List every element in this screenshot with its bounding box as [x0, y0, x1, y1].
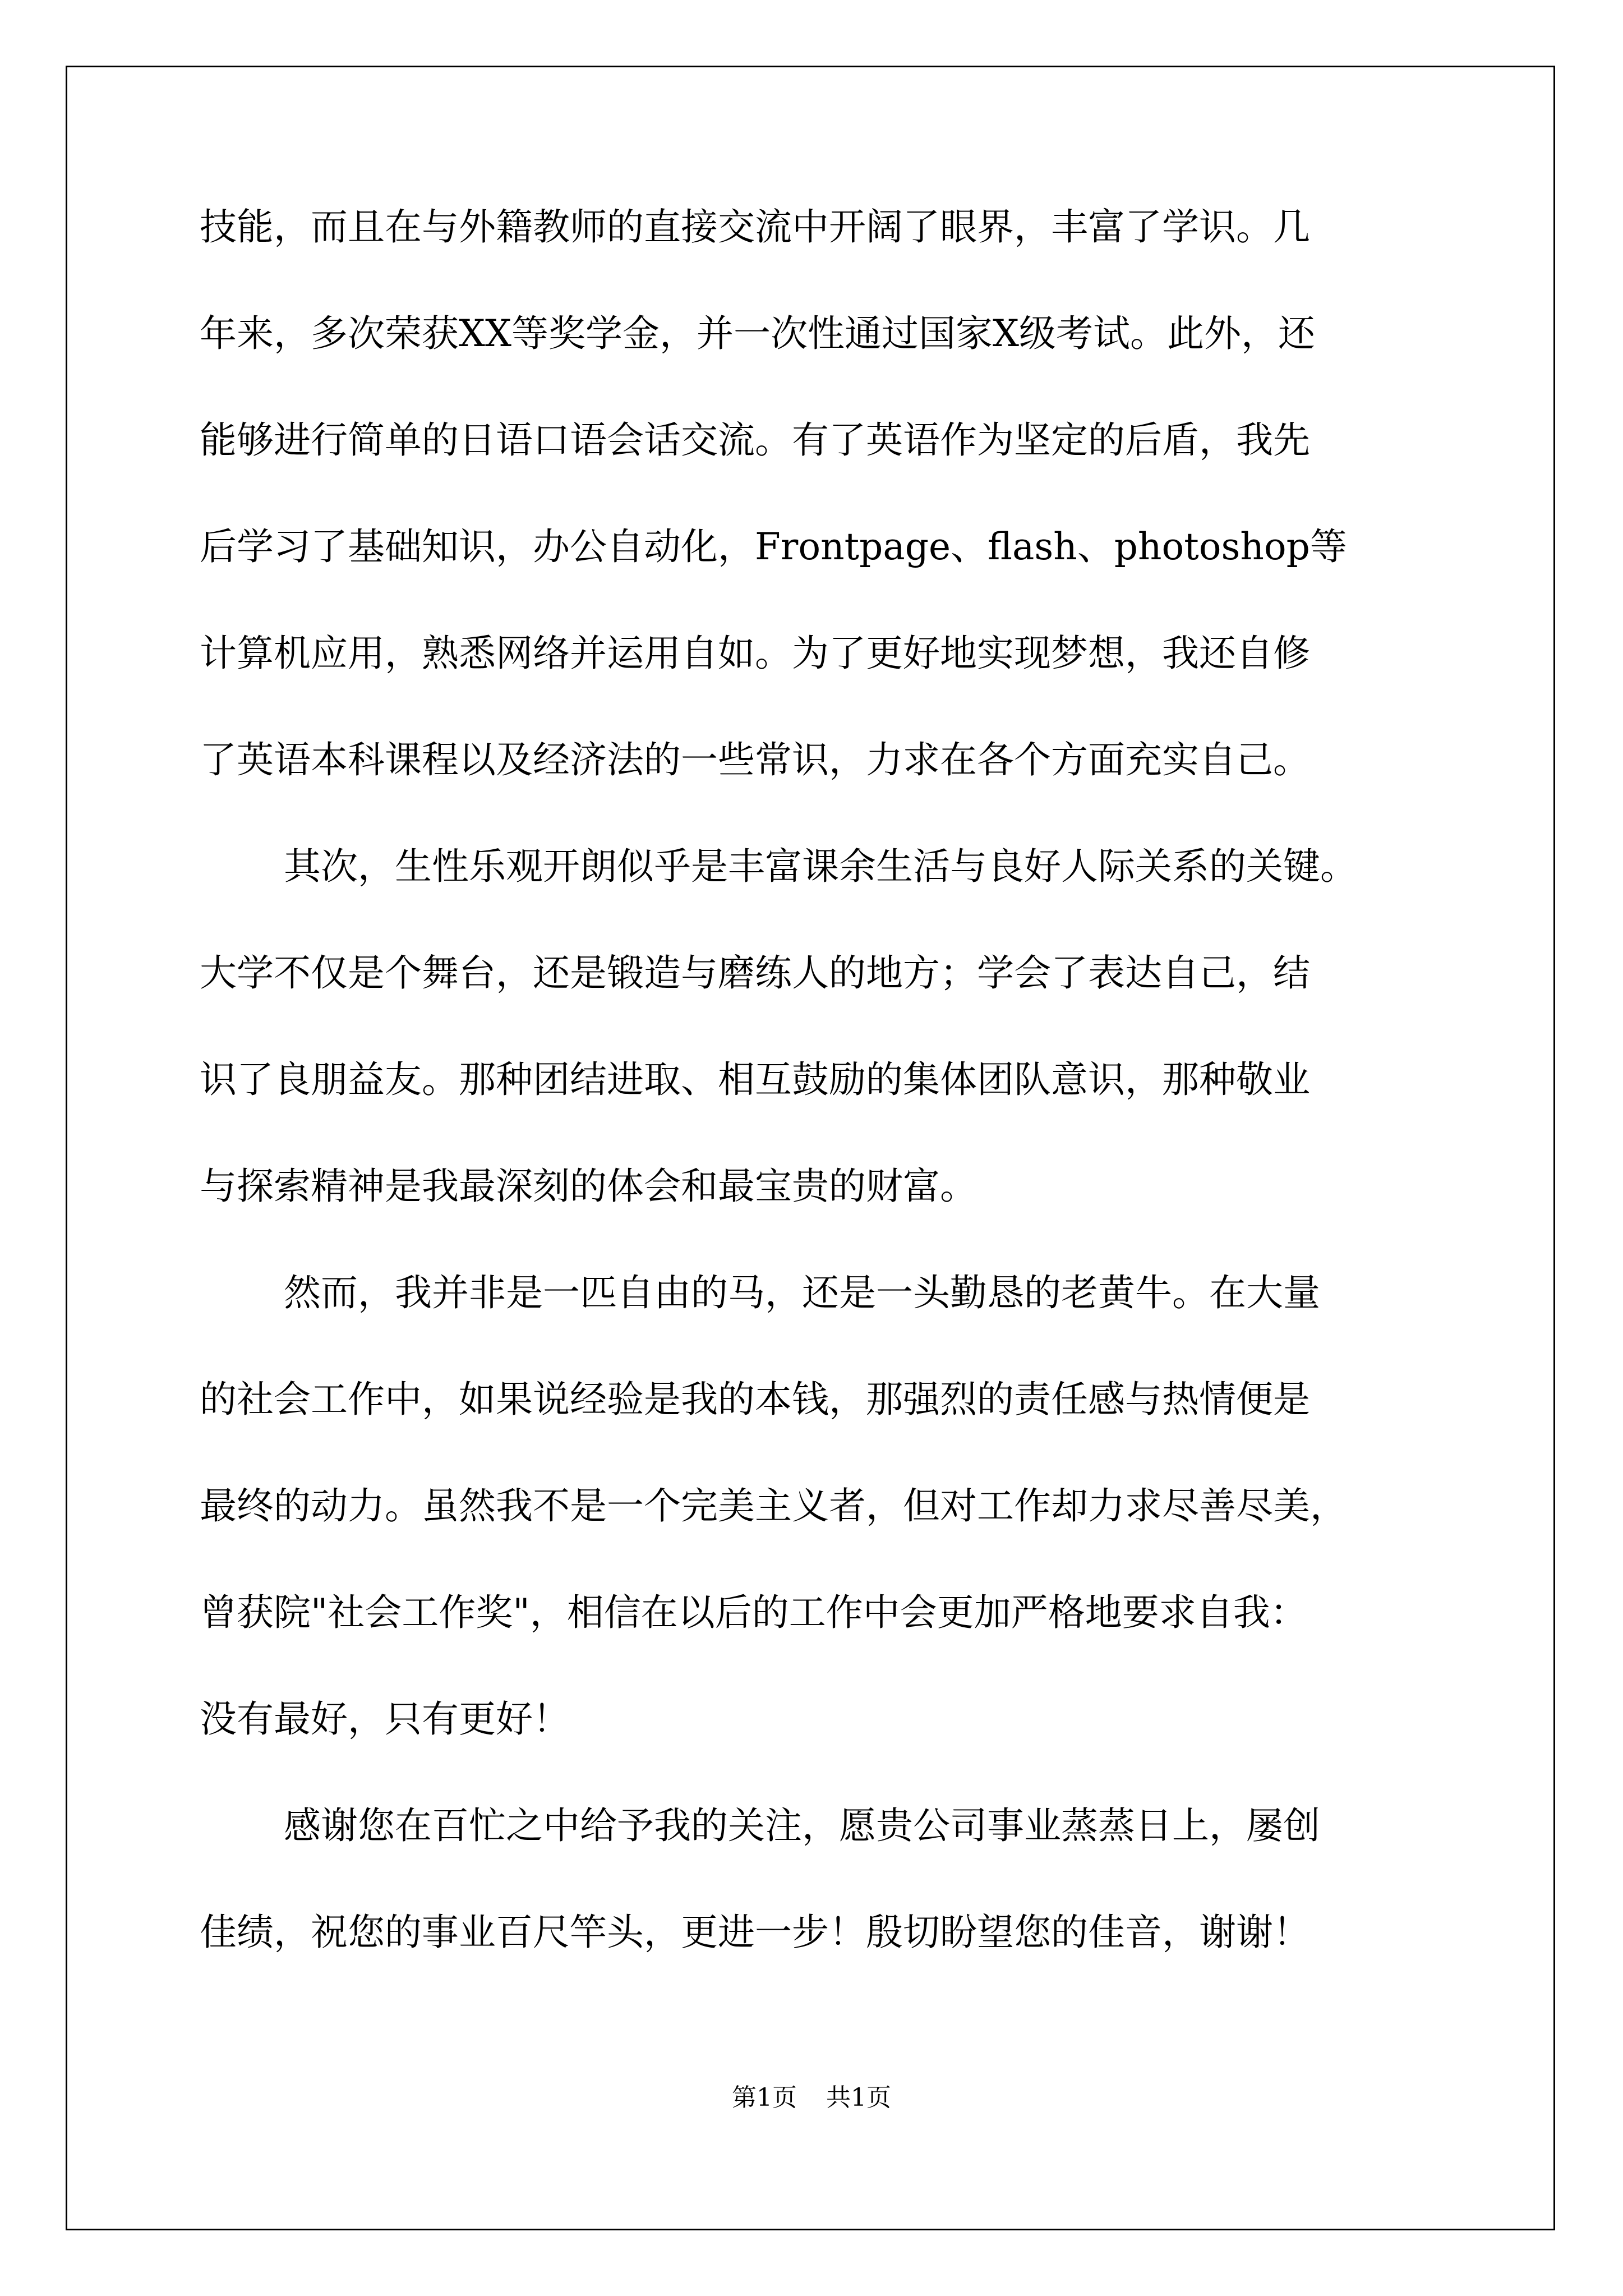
text-line: 了英语本科课程以及经济法的一些常识，力求在各个方面充实自己。 [200, 738, 1310, 781]
text-line: 识了良朋益友。那种团结进取、相互鼓励的集体团队意识，那种敬业 [200, 1058, 1310, 1101]
text-line: 能够进行简单的日语口语会话交流。有了英语作为坚定的后盾，我先 [200, 418, 1310, 462]
page-footer [0, 2081, 1623, 2115]
text-line: 年来，多次荣获XX等奖学金，并一次性通过国家X级考试。此外，还 [200, 312, 1315, 355]
text-line: 技能，而且在与外籍教师的直接交流中开阔了眼界，丰富了学识。几 [200, 205, 1310, 249]
paragraph-first-line: 然而，我并非是一匹自由的马，还是一头勤恳的老黄牛。在大量 [284, 1271, 1320, 1314]
text-line: 佳绩，祝您的事业百尺竿头，更进一步！殷切盼望您的佳音，谢谢！ [200, 1911, 1310, 1954]
paragraph-first-line: 感谢您在百忙之中给予我的关注，愿贵公司事业蒸蒸日上，屡创 [284, 1804, 1320, 1847]
paragraph-first-line: 其次，生性乐观开朗似乎是丰富课余生活与良好人际关系的关键。 [284, 845, 1357, 888]
text-line: 最终的动力。虽然我不是一个完美主义者，但对工作却力求尽善尽美， [200, 1484, 1347, 1527]
text-line: 没有最好，只有更好！ [200, 1697, 570, 1741]
text-line: 后学习了基础知识，办公自动化，Frontpage、flash、photoshop等 [200, 525, 1347, 568]
page-number: 第1页 [732, 2083, 797, 2112]
text-line: 的社会工作中，如果说经验是我的本钱，那强烈的责任感与热情便是 [200, 1378, 1310, 1421]
text-line: 计算机应用，熟悉网络并运用自如。为了更好地实现梦想，我还自修 [200, 632, 1310, 675]
text-line: 曾获院"社会工作奖"，相信在以后的工作中会更加严格地要求自我： [200, 1591, 1307, 1634]
page-total: 共1页 [826, 2083, 891, 2112]
text-line: 与探索精神是我最深刻的体会和最宝贵的财富。 [200, 1165, 977, 1208]
text-line: 大学不仅是个舞台，还是锻造与磨练人的地方；学会了表达自己，结 [200, 951, 1310, 995]
